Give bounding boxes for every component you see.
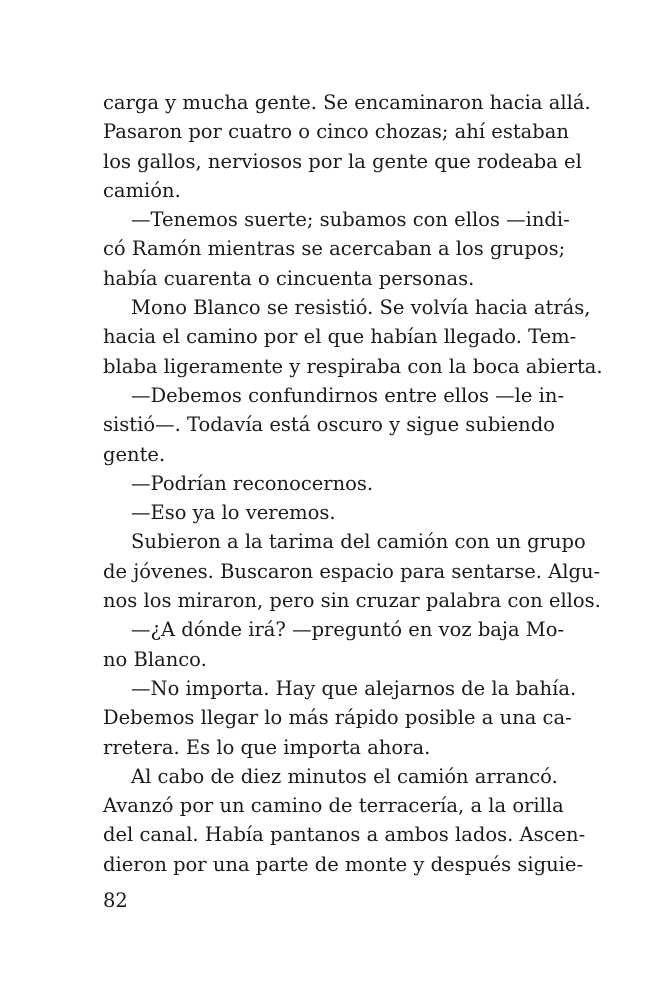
text-line: Avanzó por un camino de terracería, a la orilla [103, 794, 564, 818]
text-line: Al cabo de diez minutos el camión arrancó. [131, 764, 558, 788]
text-line: rretera. Es lo que importa ahora. [103, 735, 431, 759]
text-line: Pasaron por cuatro o cinco chozas; ahí estaban [103, 120, 569, 144]
text-line: hacia el camino por el que habían llegado. Tem- [103, 325, 577, 349]
text-line: có Ramón mientras se acercaban a los grupos; [103, 237, 566, 261]
text-line: camión. [103, 178, 181, 202]
text-line: Debemos llegar lo más rápido posible a una ca- [103, 706, 572, 730]
text-line: no Blanco. [103, 647, 207, 671]
text-line: de jóvenes. Buscaron espacio para sentarse. Algu- [103, 559, 601, 583]
book-page-body [103, 88, 603, 879]
text-line: —No importa. Hay que alejarnos de la bahía. [131, 676, 577, 700]
text-line: —¿A dónde irá? —preguntó en voz baja Mo- [131, 618, 565, 642]
text-line: Subieron a la tarima del camión con un grupo [131, 530, 586, 554]
text-line: los gallos, nerviosos por la gente que rodeaba el [103, 149, 582, 173]
page-number: 82 [103, 889, 128, 912]
text-line: sistió—. Todavía está oscuro y sigue subiendo [103, 413, 555, 437]
text-line: —Debemos confundirnos entre ellos —le in- [131, 383, 565, 407]
text-line: había cuarenta o cincuenta personas. [103, 266, 475, 290]
text-line: —Eso ya lo veremos. [131, 501, 336, 525]
text-line: —Tenemos suerte; subamos con ellos —indi- [131, 208, 570, 232]
text-line: blaba ligeramente y respiraba con la boca abierta. [103, 354, 603, 378]
text-line: —Podrían reconocernos. [131, 471, 374, 495]
text-line: nos los miraron, pero sin cruzar palabra con ellos. [103, 589, 601, 613]
text-line: gente. [103, 442, 166, 466]
text-line: dieron por una parte de monte y después siguie- [103, 852, 584, 876]
text-line: carga y mucha gente. Se encaminaron hacia allá. [103, 91, 591, 114]
text-line: del canal. Había pantanos a ambos lados. Ascen- [103, 823, 586, 847]
text-line: Mono Blanco se resistió. Se volvía hacia atrás, [131, 296, 591, 320]
